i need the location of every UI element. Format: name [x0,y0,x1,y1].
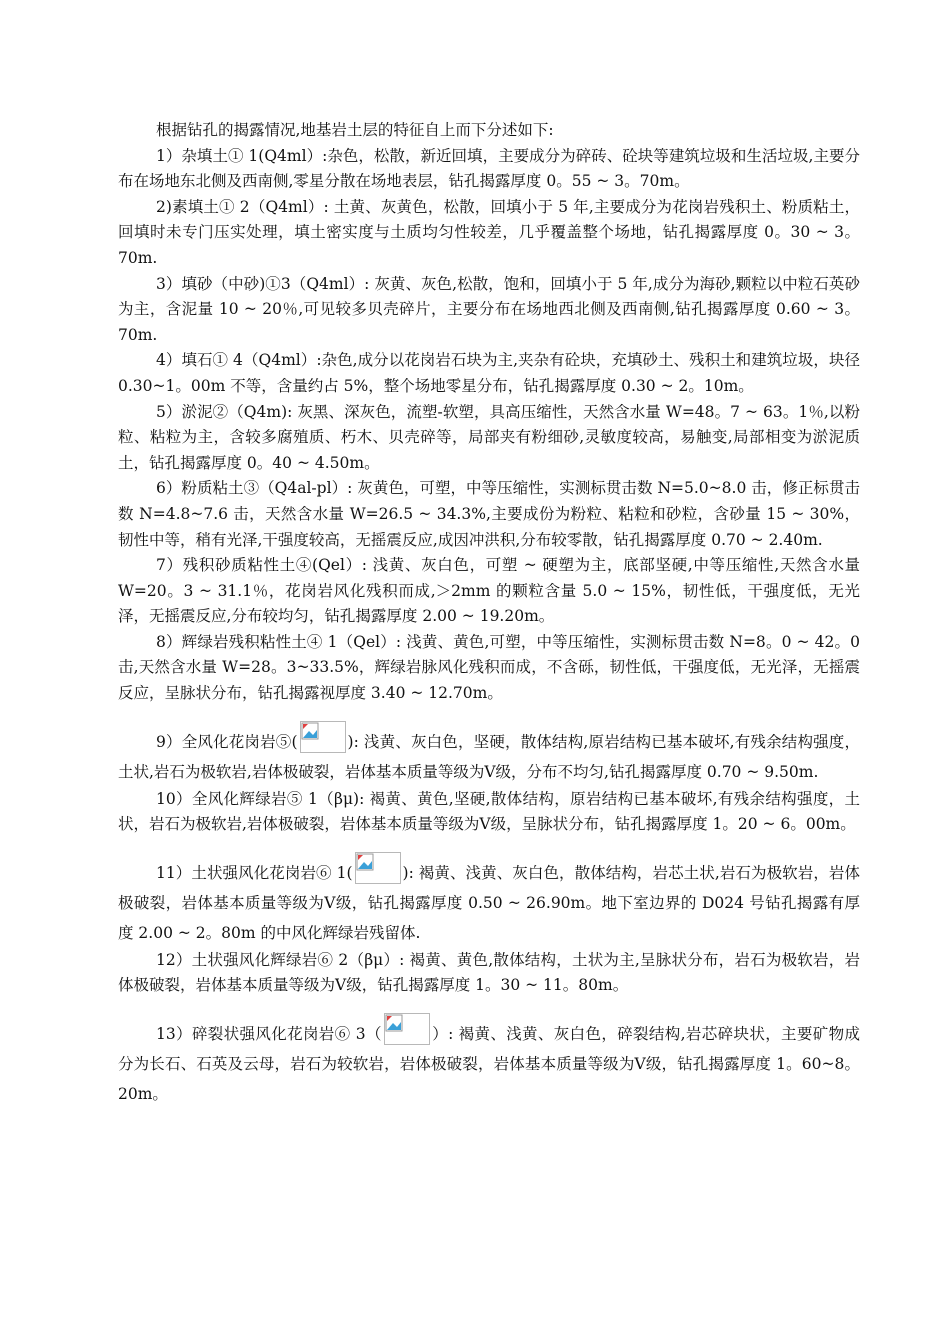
layer-2-paragraph: 2)素填土① 2（Q4ml）: 土黄、灰黄色，松散，回填小于 5 年,主要成分为花岗岩残积土、粉质粘土，回填时未专门压实处理，填土密实度与土质均匀性较差，几乎覆盖整个场地，钻孔揭露厚度 0。30 ~ 3。70m. [118,197,860,267]
layer-9-paragraph [118,721,860,787]
layer-11-paragraph [118,852,860,948]
layer-8-paragraph: 8）辉绿岩残积粘性土④ 1（Qel）: 浅黄、黄色,可塑，中等压缩性，实测标贯击数 N=8。0 ~ 42。0 击,天然含水量 W=28。3~33.5%，辉绿岩脉风化残积而成，不含砾，韧性低，干强度低，无光泽，无摇震反应，呈脉状分布，钻孔揭露视厚度 3.40 ~ 12.70m。 [118,632,860,703]
layer-10-paragraph: 10）全风化辉绿岩⑤ 1（βμ): 褐黄、黄色,坚硬,散体结构，原岩结构已基本破坏,有残余结构强度，土状，岩石为极软岩,岩体极破裂，岩体基本质量等级为Ⅴ级，呈脉状分布，钻孔揭露厚度 1。20 ~ 6。00m。 [118,789,860,834]
layer-4-paragraph: 4）填石① 4（Q4ml）:杂色,成分以花岗岩石块为主,夹杂有砼块，充填砂土、残积土和建筑垃圾，块径 0.30~1。00m 不等，含量约占 5%，整个场地零星分布，钻孔揭露厚度 0.30 ~ 2。10m。 [118,351,860,395]
layer-9-prefix: 9）全风化花岗岩⑤( [156,732,298,751]
document-body [118,118,860,1109]
broken-image-icon [384,1013,430,1045]
broken-image-icon [355,852,401,884]
layer-7-paragraph: 7）残积砂质粘性土④(Qel）: 浅黄、灰白色，可塑 ~ 硬塑为主，底部坚硬,中等压缩性,天然含水量 W=20。3 ~ 31.1％，花岗岩风化残积而成,＞2mm 的颗粒含量 5.0 ~ 15%，韧性低，干强度低，无光泽，无摇震反应,分布较均匀，钻孔揭露厚度 2.00 ~ 19.20m。 [118,556,860,626]
layer-5-paragraph: 5）淤泥②（Q4m): 灰黑、深灰色，流塑-软塑，具高压缩性，天然含水量 W=48。7 ~ 63。1％,以粉粒、粘粒为主，含较多腐殖质、朽木、贝壳碎等，局部夹有粉细砂,灵敏度较高，易触变,局部相变为淤泥质土，钻孔揭露厚度 0。40 ~ 4.50m。 [118,402,860,472]
layer-9-body: ): 浅黄、灰白色，坚硬，散体结构,原岩结构已基本破坏,有残余结构强度，土状,岩石为极软岩,岩体极破裂，岩体基本质量等级为Ⅴ级，分布不均匀,钻孔揭露厚度 0.70 ~ 9.50m. [118,732,860,781]
broken-image-icon [300,721,346,753]
layer-13-paragraph [118,1013,860,1109]
layer-13-prefix: 13）碎裂状强风化花岗岩⑥ 3（ [156,1025,382,1044]
layer-11-body: ): 褐黄、浅黄、灰白色，散体结构，岩芯土状,岩石为极软岩，岩体极破裂，岩体基本质量等级为Ⅴ级，钻孔揭露厚度 0.50 ~ 26.90m。地下室边界的 D024 号钻孔揭露有厚度 2.00 ~ 2。80m 的中风化辉绿岩残留体. [118,863,860,942]
intro-paragraph: 根据钻孔的揭露情况,地基岩土层的特征自上而下分述如下: [156,121,554,139]
layer-6-paragraph: 6）粉质粘土③（Q4al-pl）: 灰黄色，可塑，中等压缩性，实测标贯击数 N=5.0~8.0 击，修正标贯击数 N=4.8~7.6 击，天然含水量 W=26.5 ~ 34.3%,主要成份为粉粒、粘粒和砂粒，含砂量 15 ~ 30%，韧性中等，稍有光泽,干强度较高，无摇震反应,成因冲洪积,分布较零散，钻孔揭露厚度 0.70 ~ 2.40m. [118,479,860,549]
layer-3-paragraph: 3）填砂（中砂)①3（Q4ml）: 灰黄、灰色,松散，饱和，回填小于 5 年,成分为海砂,颗粒以中粒石英砂为主，含泥量 10 ~ 20％,可见较多贝壳碎片，主要分布在场地西北侧及西南侧,钻孔揭露厚度 0.60 ~ 3。70m. [118,274,860,344]
layer-12-paragraph: 12）土状强风化辉绿岩⑥ 2（βμ）: 褐黄、黄色,散体结构，土状为主,呈脉状分布，岩石为极软岩，岩体极破裂，岩体基本质量等级为Ⅴ级，钻孔揭露厚度 1。30 ~ 11。80m。 [118,950,860,995]
layer-11-prefix: 11）土状强风化花岗岩⑥ 1( [156,863,353,882]
layer-13-body: ）: 褐黄、浅黄、灰白色，碎裂结构,岩芯碎块状，主要矿物成分为长石、石英及云母，岩石为较软岩，岩体极破裂，岩体基本质量等级为Ⅴ级，钻孔揭露厚度 1。60~8。20m。 [118,1025,860,1104]
layer-1-paragraph: 1）杂填土① 1(Q4ml）:杂色，松散，新近回填，主要成分为碎砖、砼块等建筑垃圾和生活垃圾,主要分布在场地东北侧及西南侧,零星分散在场地表层，钻孔揭露厚度 0。55 ~ 3。70m。 [118,146,860,191]
